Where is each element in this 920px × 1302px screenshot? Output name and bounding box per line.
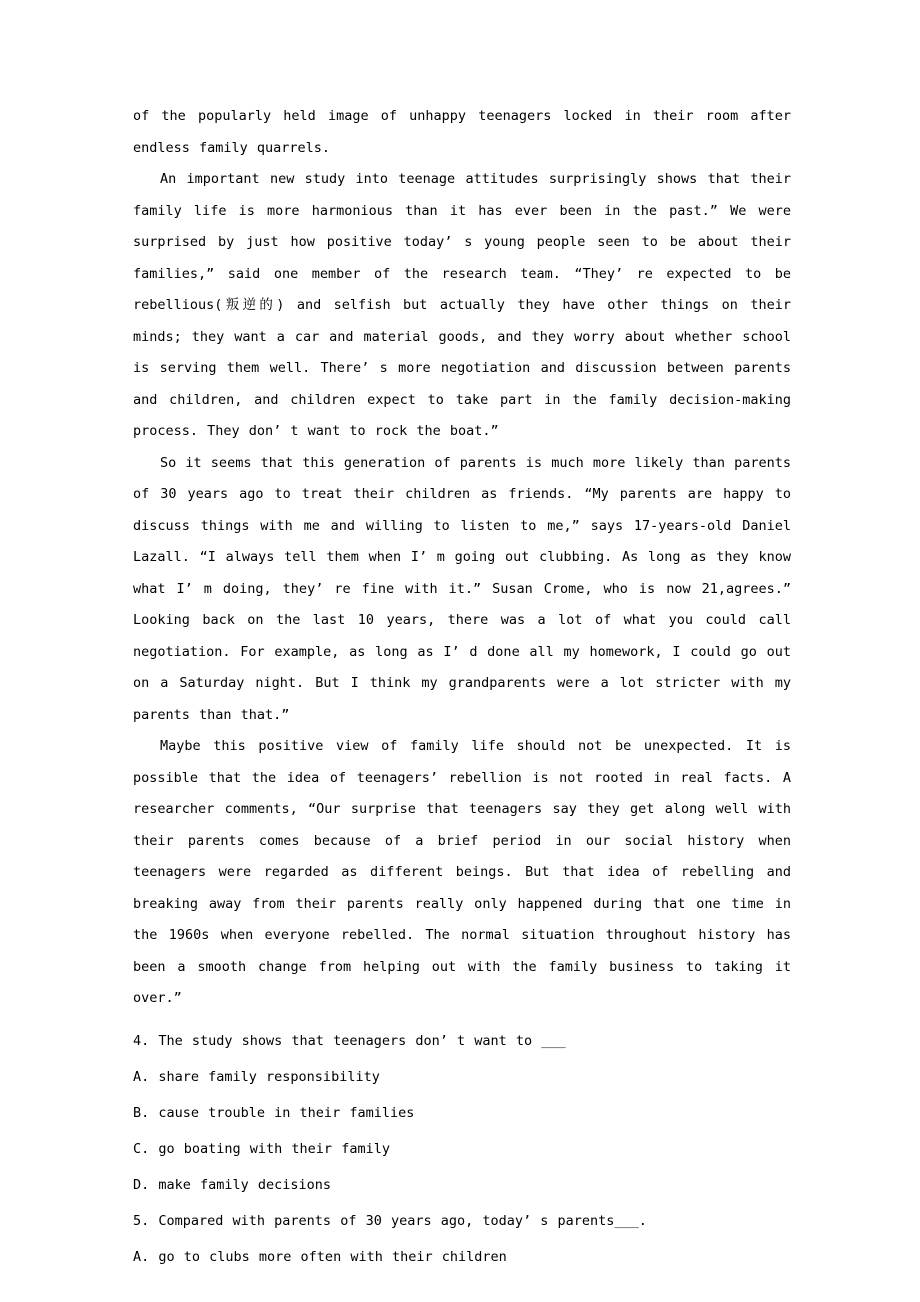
document-content [133, 101, 791, 1275]
question-5-stem: 5. Compared with parents of 30 years ago, today’ s parents___. [133, 1212, 647, 1229]
question-4-option-c: C. go boating with their family [133, 1140, 390, 1157]
question-4-option-d: D. make family decisions [133, 1176, 332, 1193]
paragraph-continuation: of the popularly held image of unhappy teenagers locked in their room after endless family quarrels. [133, 108, 791, 156]
question-5-option-a: A. go to clubs more often with their children [133, 1248, 507, 1265]
paragraph-study: An important new study into teenage attitudes surprisingly shows that their family life is more harmonious than it has ever been in the past.” We were surprised by just how positive today’ s young people seen to be about their families,” said one member of the research team. “They’ re expected to be rebellious(叛逆的) and selfish but actually they have other things on their minds; they want a car and material goods, and they worry about whether school is serving them well. There’ s more negotiation and discussion between parents and children, and children expect to take part in the family decision-making process. They don’ t want to rock the boat.” [133, 171, 791, 439]
question-4-option-b: B. cause trouble in their families [133, 1104, 415, 1121]
paragraph-researcher: Maybe this positive view of family life should not be unexpected. It is possible that the idea of teenagers’ rebellion is not rooted in real facts. A researcher comments, “Our surprise that teenagers say they get along well with their parents comes because of a brief period in our social history when teenagers were regarded as different beings. But that idea of rebelling and breaking away from their parents really only happened during that one time in the 1960s when everyone rebelled. The normal situation throughout history has been a smooth change from helping out with the family business to taking it over.” [133, 738, 791, 1006]
question-4-option-a: A. share family responsibility [133, 1068, 380, 1085]
paragraph-parents: So it seems that this generation of parents is much more likely than parents of 30 years ago to treat their children as friends. “My parents are happy to discuss things with me and willing to listen to me,” says 17-years-old Daniel Lazall. “I always tell them when I’ m going out clubbing. As long as they know what I’ m doing, they’ re fine with it.” Susan Crome, who is now 21,agrees.” Looking back on the last 10 years, there was a lot of what you could call negotiation. For example, as long as I’ d done all my homework, I could go out on a Saturday night. But I think my grandparents were a lot stricter with my parents than that.” [133, 454, 791, 723]
question-4-stem: 4. The study shows that teenagers don’ t want to ___ [133, 1032, 566, 1049]
